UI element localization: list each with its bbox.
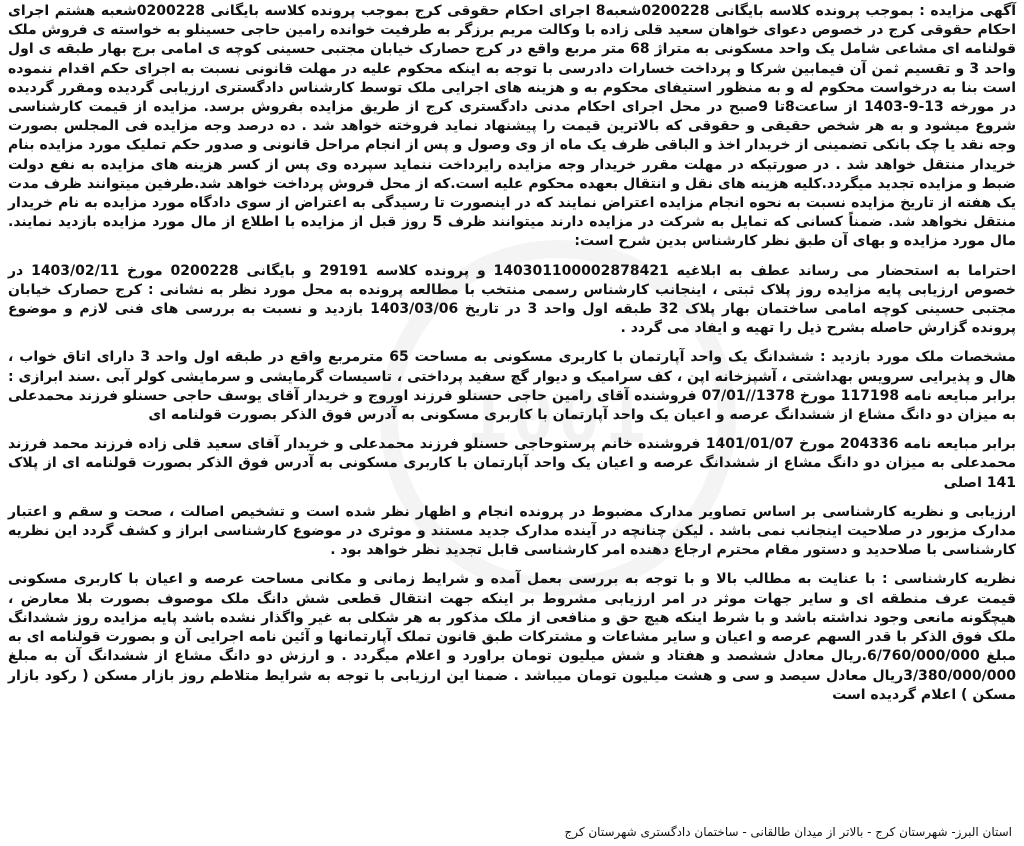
expert-opinion-paragraph: نظریه کارشناسی : با عنایت به مطالب بالا و با توجه به بررسی بعمل آمده و شرایط زمانی و مکانی مساحت عرصه و اعیان با کاربری مسکونی قیمت عرف منطقه ای و سایر جهات موثر در امر ارزیابی مشروط بر اینکه جهت انتقال قطعی شش دانگ ملک موصوف بصورت بلا معارض ، هیچگونه مانعی وجود نداشته باشد و با شرط اینکه هیچ حق و منافعی از ملک مذکور به هر شکلی به غیر واگذار نشده باشد پایه مزایده روز ششدانگ ملک فوق الذکر با قدر السهم عرصه و اعیان و سایر مشاعات و مشترکات طبق قانون تملک آپارتمانها و آئین نامه اجرایی آن و بصورت قولنامه ای به مبلغ 6/760/000/000.ریال معادل ششصد و هفتاد و شش میلیون تومان براورد و اعلام میگردد . و ارزش دو دانگ مشاع از ششدانگ آن به مبلغ 3/380/000/000ریال معادل سیصد و سی و هشت میلیون تومان میباشد . ضمنا این ارزیابی با توجه به شرایط متلاطم روز بازار مسکن ( رکود بازار مسکن ) اعلام گردیده است <box>8 571 1016 703</box>
auction-notice-paragraph: آگهی مزایده : بموجب پرونده کلاسه بایگانی 0200228شعبه8 اجرای احکام حقوقی کرج بموجب پرونده کلاسه بایگانی 0200228شعبه هشتم اجرای احکام حقوقی کرج در خصوص دعوای خواهان سعید قلی زاده با وکالت مریم برزگر به طرفیت خوانده رامین حاجی حسینلو به خواسته ی فروش ملک قولنامه ای مشاعی شامل یک واحد مسکونی به متراژ 68 متر مربع واقع در کرج حصارک خیابان مجتبی حسینی کوچه ی امامی برج بهار طبقه ی اول واحد 3 و تقسیم ثمن آن فیمابین شرکا و پرداخت خسارات دادرسی با توجه به اینکه محکوم علیه در مهلت قانونی نسبت به اجرای حکم اقدام ننموده است بنا به درخواست محکوم له و به منظور استیفای محکوم به و هزینه های اجرایی ملک توسط کارشناس دادگستری ارزیابی گردیده ومقرر گردیده در مورخه 13-9-1403 از ساعت8تا 9صبح در محل اجرای احکام مدنی دادگستری کرج از طریق مزایده بفروش برسد. مزایده از قیمت کارشناسی شروع میشود و به هر شخص حقیقی و حقوقی که بالاترین قیمت را پیشنهاد نماید فروخته خواهد شد . ده درصد وجه مزایده فی المجلس بصورت وجه نقد یا چک بانکی تضمینی از خریدار اخذ و الباقی ظرف یک ماه از وی وصول و پس از انجام مراحل قانونی و صدور حکم تملیک مورد مزایده بنام خریدار منتقل خواهد شد . در صورتیکه در مهلت مقرر خریدار وجه مزایده رایرداخت ننماید سپرده وی پس از کسر هزینه های مزایده به نفع دولت ضبط و مزایده تجدید میگردد.کلیه هزینه های نقل و انتقال بعهده محکوم علیه است.که از محل فروش پرداخت خواهد شد.طرفین میتوانند ظرف مدت یک هفته از تاریخ مزایده نسبت به نحوه انجام مزایده اعتراض نمایند که در اینصورت تا رسیدگی به اعتراض از سوی دادگاه مورد مزایده به نام خریدار منتقل نخواهد شد. ضمناً کسانی که تمایل به شرکت در مزایده دارند میتوانند ظرف 5 روز قبل از مزایده با اطلاع از مال مورد مزایده بازدید نمایند. مال مورد مزایده و بهای آن طبق نظر کارشناس بدین شرح است: <box>8 3 1017 250</box>
watermark-text: 1001 <box>465 377 651 459</box>
second-deed-paragraph: برابر مبایعه نامه 204336 مورخ 1401/01/07 فروشنده خانم پرستوحاجی حسنلو فرزند محمدعلی و خریدار آقای سعید قلی زاده فرزند محمد فرزند محمدعلی به میزان دو دانگ مشاع از ششدانگ عرصه و اعیان یک واحد آپارتمان با کاربری مسکونی به آدرس فوق الذکر بصورت قولنامه ای از پلاک 141 اصلی <box>8 436 1017 491</box>
evaluation-basis-paragraph: ارزیابی و نظریه کارشناسی بر اساس تصاویر مدارک مضبوط در پرونده انجام و اظهار نظر شده است و تشخیص اصالت ، صحت و سقم و اعتبار مدارک مزبور در صلاحیت اینجانب نمی باشد . لیکن چنانچه در آینده مدارک جدید مستند و موثری در موضوع کارشناسی ابراز و کشف گردد این نظریه کارشناسی با صلاحدید و دستور مقام محترم ارجاع دهنده امر کارشناسی قابل تجدید نظر خواهد بود . <box>8 503 1016 559</box>
expert-report-intro-paragraph: احتراما به استحضار می رساند عطف به ابلاغیه 140301100002878421 و پرونده کلاسه 29191 و بایگانی 0200228 مورخ 1403/02/11 در خصوص ارزیابی پایه مزایده روز پلاک ثبتی ، اینجانب کارشناس رسمی منتخب با مطالعه پرونده به محل مورد نظر به نشانی : کرج حصارک خیابان مجتبی حسینی کوچه امامی ساختمان بهار پلاک 32 طبقه اول واحد 3 در تاریخ 1403/03/06 بازدید و نسبت به بررسی های فنی لازم و موضوع پرونده گزارش حاصله بشرح ذیل را تهیه و ایفاد می گردد . <box>8 262 1017 337</box>
property-specs-paragraph: مشخصات ملک مورد بازدید : ششدانگ یک واحد آپارتمان با کاربری مسکونی به مساحت 65 مترمربع واقع در طبقه اول واحد 3 دارای اتاق خواب ، هال و پذیرایی سرویس بهداشتی ، آشپزخانه اپن ، کف سرامیک و دیوار گچ سفید پرداختی ، تاسیسات گرمایشی و سرمایشی کولر آبی .سند ابرازی : برابر مبایعه نامه 117198 مورخ 1378//07/01 فروشنده آقای رامین حاجی حسنلو فرزند اوروج و خریدار آقای یوسف حاجی حسنلو فرزند محمدعلی به میزان دو دانگ مشاع از ششدانگ عرصه و اعیان یک واحد آپارتمان با کاربری مسکونی به آدرس فوق الذکر بصورت قولنامه ای <box>8 349 1016 424</box>
address-footer: استان البرز- شهرستان کرج - بالاتر از میدان طالقانی - ساختمان دادگستری شهرستان کرج <box>564 825 1012 839</box>
